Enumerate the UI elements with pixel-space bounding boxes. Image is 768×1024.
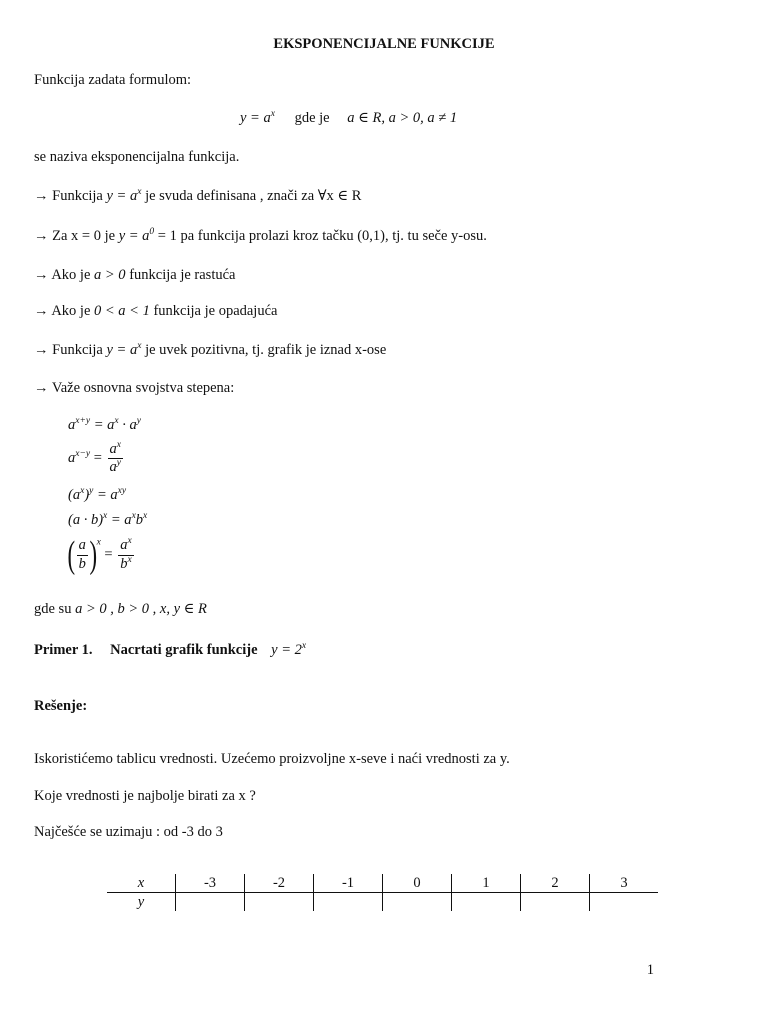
bullet-increasing-post: funkcija je rastuća [129,267,236,283]
table-cell-x: 2 [521,874,590,893]
bullet-zero-exp: 0 [149,227,155,237]
bullet-zero-math: y = a [118,228,150,244]
value-table [107,874,658,911]
bullet-defined-math: y = a [106,188,138,204]
formula-product-power: $(a \cdot b)^x = a^xb^x$ [68,511,148,528]
formula-fraction-power: ( $\frac{a}{b}$ )$^x$ = $\frac{a^x}{b^x}$ [67,534,132,576]
table-cell-x-label: x [107,874,176,893]
conditions-pre: gde su [34,601,72,617]
bullet-positive-exp: x [137,341,142,351]
table-row-y [107,893,658,912]
named-text: se naziva eksponencijalna funkcija. [34,149,240,165]
table-cell-y [383,893,452,912]
bullet-defined [34,188,361,205]
bullet-zero-post: = 1 pa funkcija prolazi kroz tačku (0,1), tj. tu seče y-osu. [157,228,487,244]
example-label: Primer 1. [34,642,93,658]
bullet-decreasing-pre: → Ako je [34,303,91,319]
bullet-zero [34,228,487,245]
table-cell-x: -2 [245,874,314,893]
bullet-decreasing [34,303,277,320]
bullet-positive-pre: → Funkcija [34,342,103,358]
table-cell-x: 3 [590,874,659,893]
intro-text: Funkcija zadata formulom: [34,72,192,88]
table-cell-x: -3 [176,874,245,893]
bullet-positive-post: je uvek pozitivna, tj. grafik je iznad x-ose [145,342,387,358]
table-cell-y-label: y [137,893,145,910]
table-cell-y [452,893,521,912]
paragraph-range: Najčešće se uzimaju : od -3 do 3 [34,824,223,840]
formula-product-rule: $a^{x+y} = a^x \cdot a^y$ [68,416,141,433]
definition-gde-je: gde je [294,110,330,126]
table-cell-y [590,893,659,912]
bullet-decreasing-post: funkcija je opadajuća [153,303,278,319]
bullet-decreasing-math: 0 < a < 1 [94,303,150,319]
bullet-defined-pre: → Funkcija [34,188,103,204]
paragraph-table-intro: Iskoristićemo tablicu vrednosti. Uzećemo proizvoljne x-seve i naći vrednosti za y. [34,751,510,767]
bullet-positive [34,342,386,359]
formula-power-rule: $(a^x)^y = a^{xy}$ [68,486,127,503]
example-exp: x [301,641,307,651]
conditions-line [34,601,207,618]
definition-lhs: y = a [240,110,271,126]
bullet-increasing-pre: → Ako je [34,267,91,283]
bullet-defined-exp: x [137,187,142,197]
table-cell-x: 0 [383,874,452,893]
solution-heading: Rešenje: [34,698,88,714]
formula-quotient-rule: $a^{x-y}$ = $\frac{a^x}{a^y}$ [68,440,121,476]
paragraph-choose-x: Koje vrednosti je najbolje birati za x ? [34,788,256,804]
bullet-zero-pre: → Za x = 0 je [34,228,116,244]
page-number: 1 [646,962,654,978]
table-row-x [107,874,658,893]
example-heading [34,642,306,659]
bullet-defined-post: je svuda definisana , znači za ∀x ∈ R [145,188,362,204]
table-cell-y [521,893,590,912]
definition-condition: a ∈ R, a > 0, a ≠ 1 [347,110,458,126]
bullet-properties: → Važe osnovna svojstva stepena: [34,380,235,396]
definition-formula [240,110,457,127]
table-cell-x: -1 [314,874,383,893]
table-cell-y [314,893,383,912]
bullet-positive-math: y = a [106,342,138,358]
bullet-increasing [34,267,235,284]
page-title: EKSPONENCIJALNE FUNKCIJE [273,36,495,52]
example-text: Nacrtati grafik funkcije [110,642,258,658]
conditions-math: a > 0 , b > 0 , x, y ∈ R [75,601,207,617]
definition-exponent: x [270,109,275,119]
table-cell-x: 1 [452,874,521,893]
example-math: y = 2 [271,642,302,658]
table-cell-y [176,893,245,912]
table-cell-y [245,893,314,912]
bullet-increasing-math: a > 0 [94,267,126,283]
